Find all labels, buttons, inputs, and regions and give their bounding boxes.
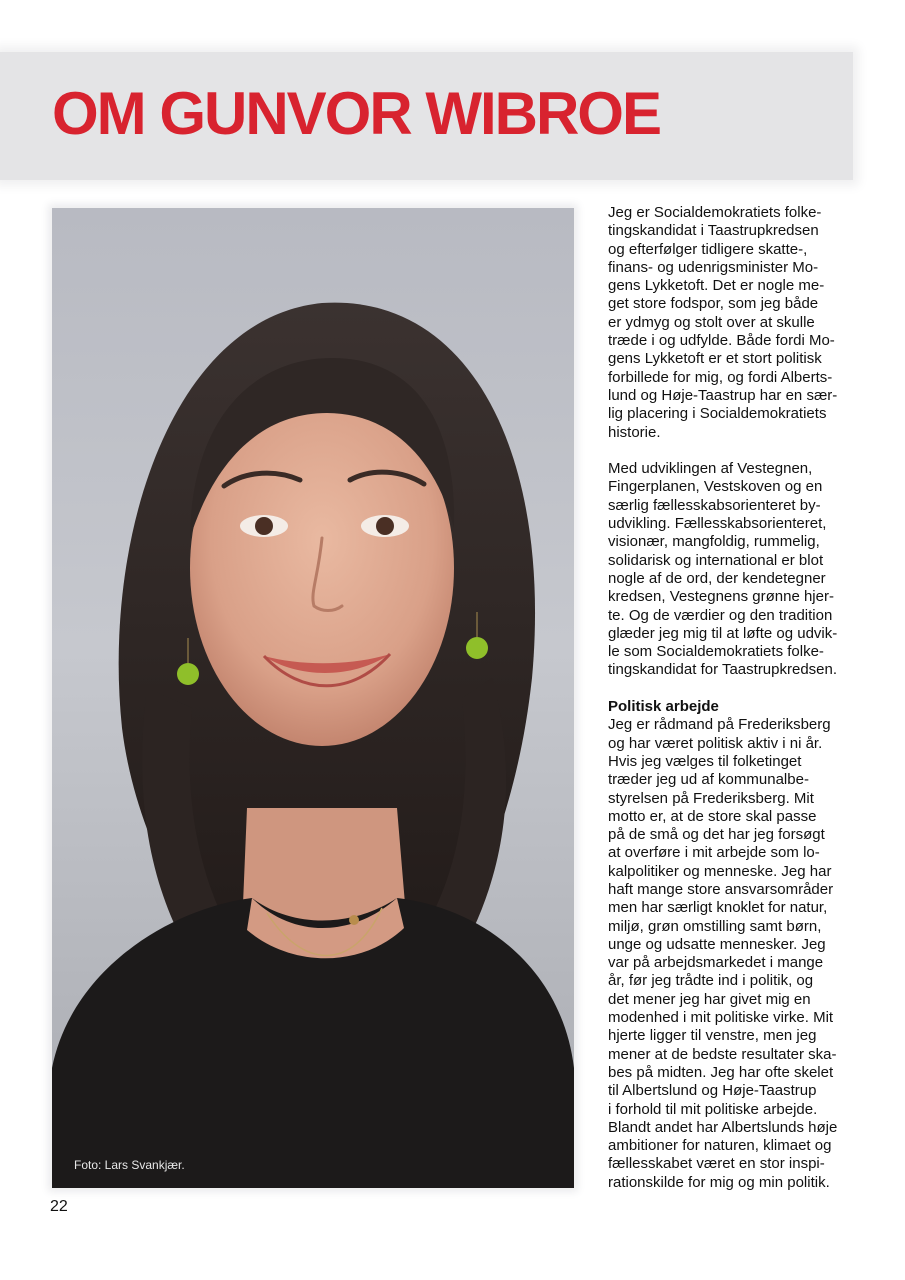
text-line: Jeg er rådmand på Frederiksberg <box>608 716 831 734</box>
text-line: Med udviklingen af Vestegnen, <box>608 460 813 478</box>
text-line: Jeg er Socialdemokratiets folke- <box>608 204 822 221</box>
text-line: træde i og udfylde. Både fordi Mo- <box>608 332 835 350</box>
photo-credit: Foto: Lars Svankjær. <box>74 1158 185 1172</box>
text-line: var på arbejdsmarkedet i mange <box>608 954 824 972</box>
paragraph-politisk-arbejde <box>608 698 858 1192</box>
text-line: hjerte ligger til venstre, men jeg <box>608 1027 817 1045</box>
text-line: Blandt andet har Albertslunds høje <box>608 1118 838 1136</box>
paragraph-intro <box>608 204 858 442</box>
text-line: styrelsen på Frederiksberg. Mit <box>608 789 814 807</box>
body-text-column <box>608 204 858 1192</box>
text-line: miljø, grøn omstilling samt børn, <box>608 917 822 935</box>
text-line: træder jeg ud af kommunalbe- <box>608 771 809 789</box>
text-line: det mener jeg har givet mig en <box>608 990 811 1008</box>
text-line: motto er, at de store skal passe <box>608 807 817 825</box>
text-line: udvikling. Fællesskabsorienteret, <box>608 515 827 533</box>
text-line: kalpolitiker og menneske. Jeg har <box>608 862 832 880</box>
text-line: finans- og udenrigsminister Mo- <box>608 258 819 276</box>
text-line: bes på midten. Jeg har ofte skelet <box>608 1063 834 1081</box>
text-line: lund og Høje-Taastrup har en sær- <box>608 386 838 404</box>
text-line: særlig fællesskabsorienteret by- <box>608 496 821 514</box>
text-line: til Albertslund og Høje-Taastrup <box>608 1082 817 1100</box>
text-line: og efterfølger tidligere skatte-, <box>608 240 808 258</box>
text-line: gens Lykketoft er et stort politisk <box>608 350 822 368</box>
text-line: og har været politisk aktiv i ni år. <box>608 734 823 752</box>
text-line: kredsen, Vestegnens grønne hjer- <box>608 588 834 606</box>
text-line: at overføre i mit arbejde som lo- <box>608 844 820 862</box>
text-line: te. Og de værdier og den tradition <box>608 606 833 624</box>
portrait-illustration <box>52 208 574 1188</box>
text-line: get store fodspor, som jeg både <box>608 295 819 313</box>
text-line: tingskandidat i Taastrupkredsen <box>608 222 819 240</box>
paragraph-vestegnen <box>608 460 858 680</box>
text-line: forbillede for mig, og fordi Alberts- <box>608 368 833 386</box>
page-title: OM GUNVOR WIBROE <box>52 80 660 147</box>
text-line: unge og udsatte mennesker. Jeg <box>608 935 826 953</box>
text-line: rationskilde for mig og min politik. <box>608 1173 830 1191</box>
text-line: visionær, mangfoldig, rummelig, <box>608 533 820 551</box>
text-line: modenhed i mit politiske virke. Mit <box>608 1009 834 1027</box>
text-line: ambitioner for naturen, klimaet og <box>608 1137 832 1155</box>
text-line: men har særligt knoklet for natur, <box>608 899 828 917</box>
text-line: år, før jeg trådte ind i politik, og <box>608 972 814 990</box>
text-line: historie. <box>608 423 661 441</box>
text-line: mener at de bedste resultater ska- <box>608 1045 837 1063</box>
portrait-photo <box>52 208 574 1188</box>
section-heading: Politisk arbejde <box>608 698 719 716</box>
text-line: tingskandidat for Taastrupkredsen. <box>608 661 838 679</box>
text-line: Hvis jeg vælges til folketinget <box>608 752 802 770</box>
text-line: le som Socialdemokratiets folke- <box>608 643 824 661</box>
text-line: Fingerplanen, Vestskoven og en <box>608 478 823 496</box>
text-line: gens Lykketoft. Det er nogle me- <box>608 277 825 295</box>
text-line: fællesskabet været en stor inspi- <box>608 1155 825 1173</box>
text-line: på de små og det har jeg forsøgt <box>608 826 825 844</box>
text-line: er ydmyg og stolt over at skulle <box>608 313 815 331</box>
page-number: 22 <box>50 1198 68 1215</box>
text-line: nogle af de ord, der kendetegner <box>608 569 826 587</box>
text-line: solidarisk og international er blot <box>608 551 824 569</box>
text-line: glæder jeg mig til at løfte og udvik- <box>608 624 838 642</box>
text-line: haft mange store ansvarsområder <box>608 880 834 898</box>
text-line: i forhold til mit politiske arbejde. <box>608 1100 818 1118</box>
text-line: lig placering i Socialdemokratiets <box>608 405 827 423</box>
